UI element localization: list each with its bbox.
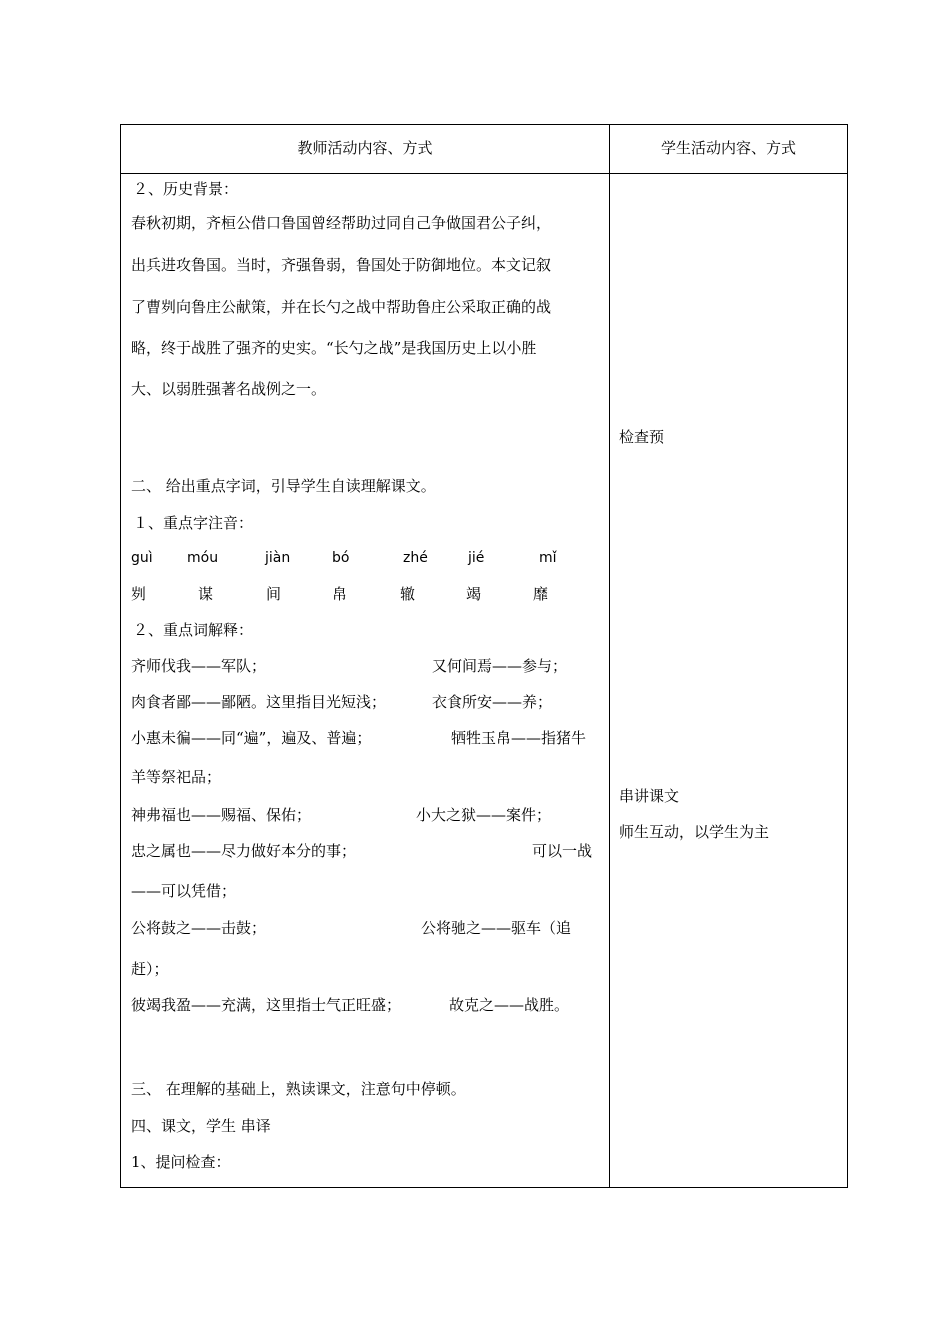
background-line-4: 略，终于战胜了强齐的史实。“长勺之战”是我国历史上以小胜: [131, 339, 537, 357]
char-6: 竭: [466, 585, 482, 603]
pinyin-7: mǐ: [539, 550, 557, 566]
word-4b: 小大之狱——案件；: [416, 806, 552, 824]
column-divider: [609, 125, 610, 1187]
char-5: 辙: [400, 585, 416, 603]
char-1: 刿: [131, 585, 147, 603]
word-3b: 牺牲玉帛——指猪牛: [451, 729, 587, 747]
word-6a: 公将鼓之——击鼓；: [131, 919, 267, 937]
word-5c: ——可以凭借；: [131, 882, 237, 900]
header-divider: [121, 173, 847, 174]
pinyin-4: bó: [332, 550, 350, 566]
background-line-5: 大、以弱胜强著名战例之一。: [131, 380, 327, 398]
pinyin-2: móu: [187, 550, 219, 566]
check-preview-note: 检查预: [619, 428, 665, 446]
word-5a: 忠之属也——尽力做好本分的事；: [131, 842, 357, 860]
char-3: 间: [266, 585, 282, 603]
char-2: 谋: [198, 585, 214, 603]
word-4a: 神弗福也——赐福、保佑；: [131, 806, 312, 824]
pinyin-3: jiàn: [265, 550, 291, 566]
word-7a: 彼竭我盈——充满，这里指士气正旺盛；: [131, 996, 402, 1014]
question-check: 1、提问检查：: [131, 1153, 231, 1171]
word-7b: 故克之——战胜。: [449, 996, 570, 1014]
word-5b: 可以一战: [532, 842, 593, 860]
char-7: 靡: [533, 585, 549, 603]
pinyin-6: jié: [468, 550, 485, 566]
char-4: 帛: [332, 585, 348, 603]
pinyin-1: guì: [131, 550, 153, 566]
background-title: ２、历史背景：: [133, 180, 239, 198]
word-1a: 齐师伐我——军队；: [131, 657, 267, 675]
word-6c: 赶）；: [131, 960, 169, 978]
section-three: 三、 在理解的基础上，熟读课文，注意句中停顿。: [131, 1080, 466, 1098]
teacher-column-header: 教师活动内容、方式: [297, 139, 433, 157]
background-line-1: 春秋初期，齐桓公借口鲁国曾经帮助过同自己争做国君公子纠，: [131, 214, 552, 232]
pinyin-title: １、重点字注音：: [133, 514, 254, 532]
words-title: ２、重点词解释：: [133, 621, 254, 639]
pinyin-5: zhé: [403, 550, 428, 566]
explain-text-note: 串讲课文: [619, 787, 680, 805]
background-line-3: 了曹刿向鲁庄公献策，并在长勺之战中帮助鲁庄公采取正确的战: [131, 298, 552, 316]
lesson-table: [120, 124, 848, 1188]
student-column-header: 学生活动内容、方式: [660, 139, 796, 157]
word-2a: 肉食者鄙——鄙陋。这里指目光短浅；: [131, 693, 387, 711]
section-four: 四、课文，学生 串译: [131, 1117, 271, 1135]
section-two: 二、 给出重点字词，引导学生自读理解课文。: [131, 477, 436, 495]
background-line-2: 出兵进攻鲁国。当时，齐强鲁弱，鲁国处于防御地位。本文记叙: [131, 256, 552, 274]
word-3c: 羊等祭祀品；: [131, 768, 222, 786]
word-6b: 公将驰之——驱车（追: [421, 919, 572, 937]
word-2b: 衣食所安——养；: [432, 693, 553, 711]
word-3a: 小惠未徧——同“遍”，遍及、普遍；: [131, 729, 372, 747]
interaction-note: 师生互动，以学生为主: [619, 823, 770, 841]
word-1b: 又何间焉——参与；: [432, 657, 568, 675]
